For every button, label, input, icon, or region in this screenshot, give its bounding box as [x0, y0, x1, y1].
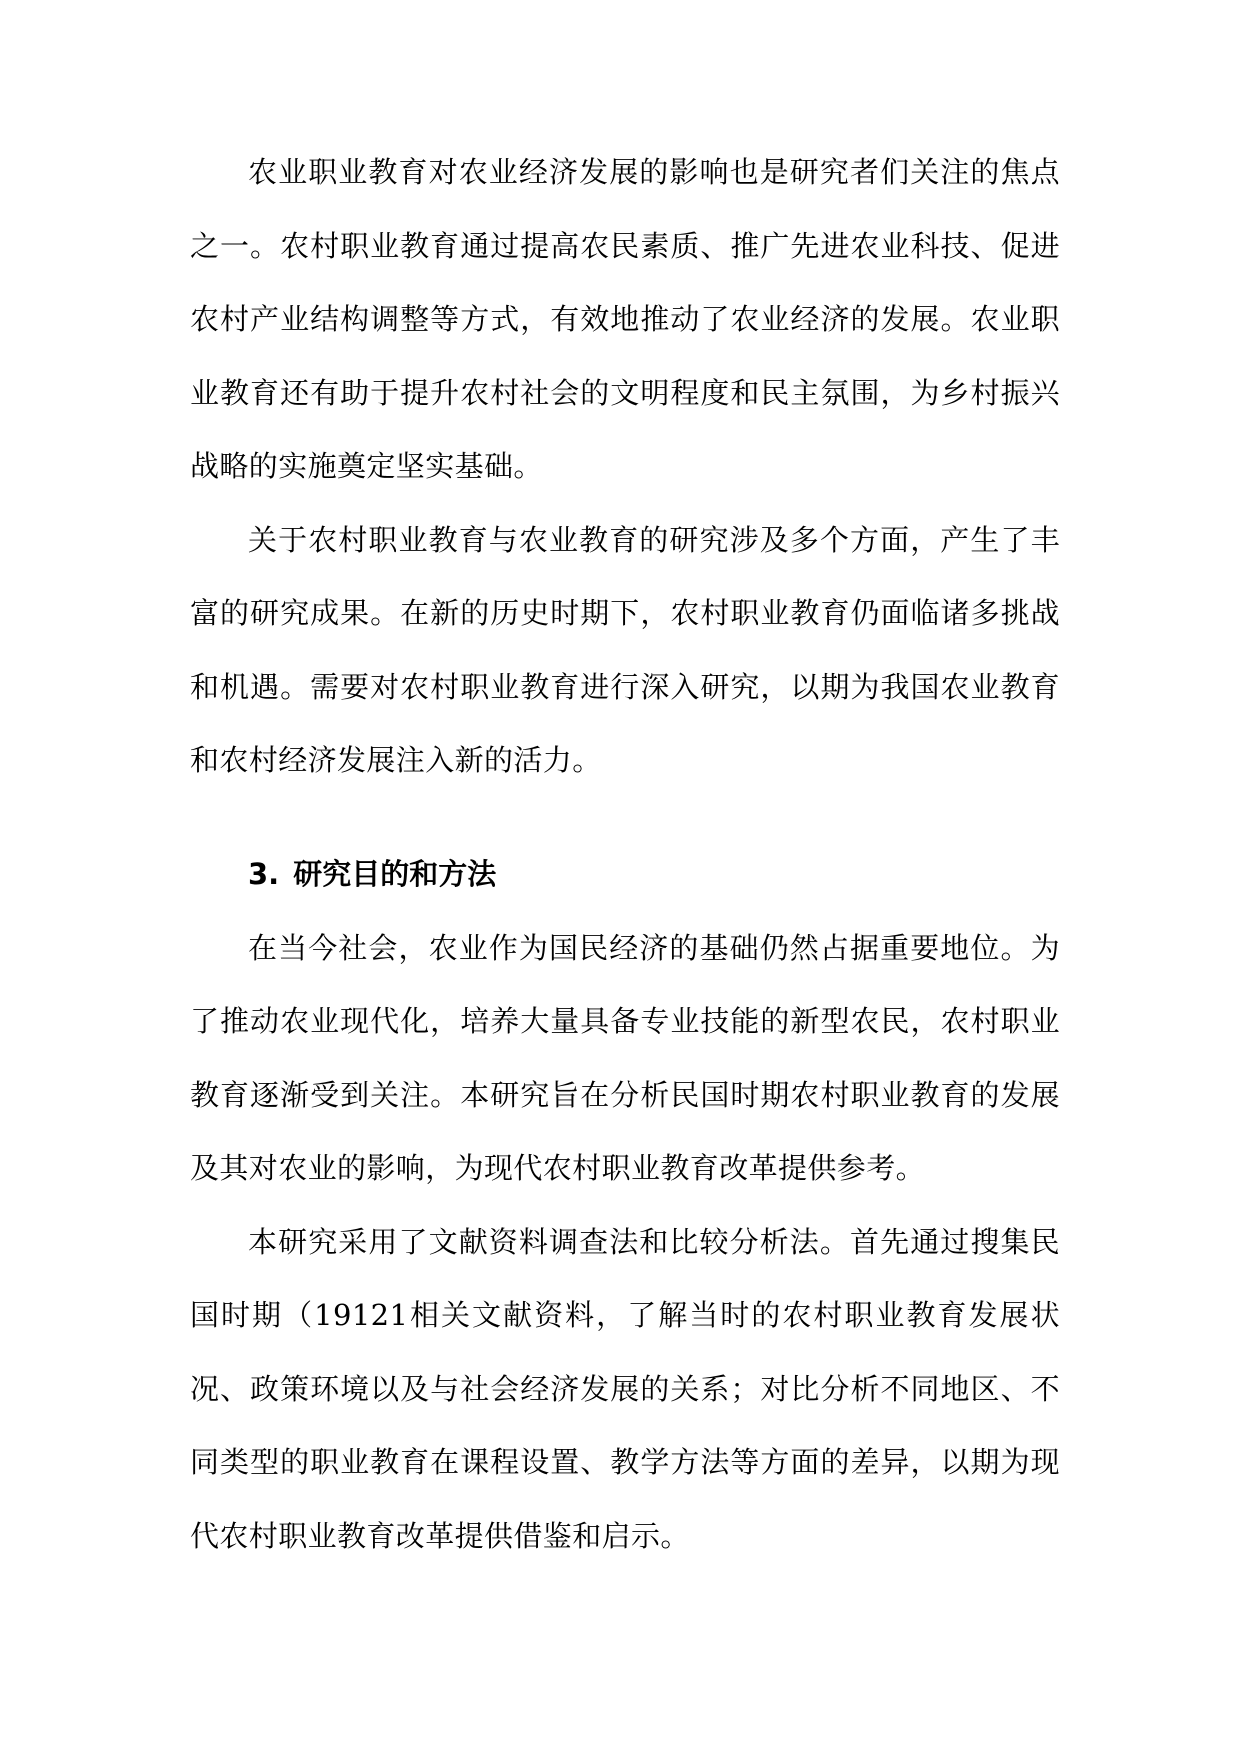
section-heading: [190, 844, 1060, 904]
paragraph-research-overview: 关于农村职业教育与农业教育的研究涉及多个方面，产生了丰富的研究成果。在新的历史时期下，农村职业教育仍面临诸多挑战和机遇。需要对农村职业教育进行深入研究，以期为我国农业教育和农村经济发展注入新的活力。: [190, 522, 1060, 777]
paragraph-research-purpose: 在当今社会，农业作为国民经济的基础仍然占据重要地位。为了推动农业现代化，培养大量具备专业技能的新型农民，农村职业教育逐渐受到关注。本研究旨在分析民国时期农村职业教育的发展及其对农业的影响，为现代农村职业教育改革提供参考。: [190, 930, 1060, 1185]
paragraph-research-method: 本研究采用了文献资料调查法和比较分析法。首先通过搜集民国时期（19121相关文献资料，了解当时的农村职业教育发展状况、政策环境以及与社会经济发展的关系；对比分析不同地区、不同类型的职业教育在课程设置、教学方法等方面的差异，以期为现代农村职业教育改革提供借鉴和启示。: [190, 1224, 1060, 1553]
section-number: 3.: [248, 856, 280, 891]
paragraph-agri-economy: 农业职业教育对农业经济发展的影响也是研究者们关注的焦点之一。农村职业教育通过提高农民素质、推广先进农业科技、促进农村产业结构调整等方式，有效地推动了农业经济的发展。农业职业教育还有助于提升农村社会的文明程度和民主氛围，为乡村振兴战略的实施奠定坚实基础。: [190, 155, 1060, 483]
document-page: [190, 136, 1060, 1573]
section-title: 研究目的和方法: [293, 856, 497, 891]
